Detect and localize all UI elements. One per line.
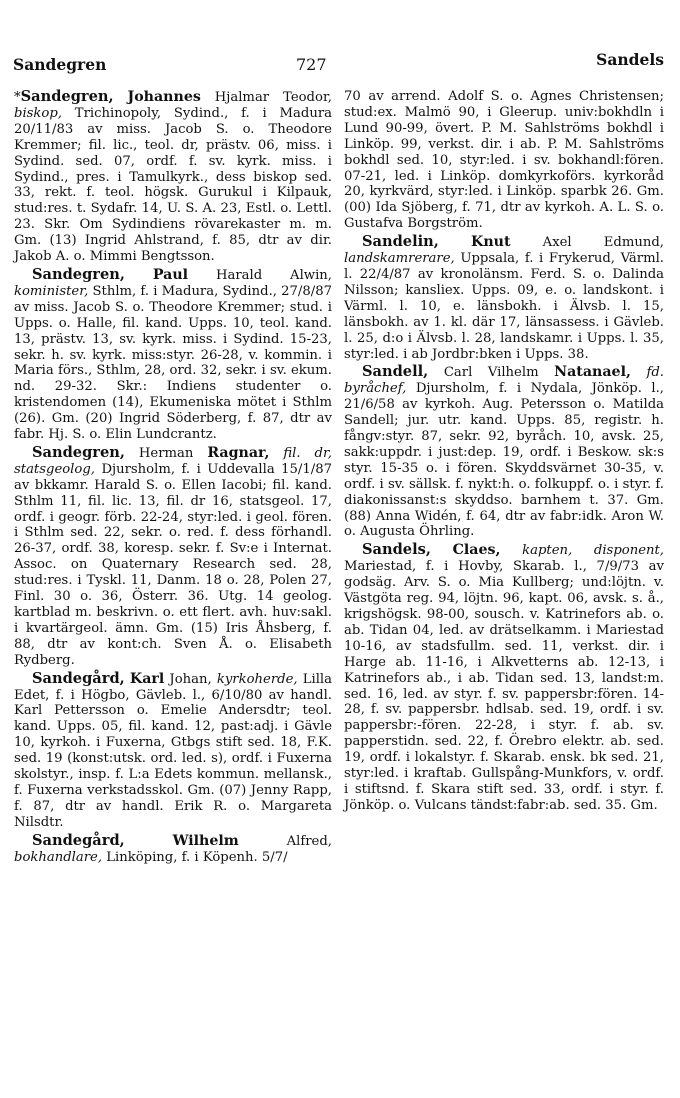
- running-head-left: Sandegren: [13, 55, 107, 74]
- entry-surname: Sandell,: [362, 363, 429, 381]
- entry-given-name: Natanael,: [554, 364, 631, 381]
- entry-body: Mariestad, f. i Hovby, Skarab. l., 7/9/73 av godsäg. Arv. S. o. Mia Kullberg; und:löjtn. v. Västgöta reg. 94, löjtn. 96, kapt. 06, avsk. s. å., krigshögsk. 98-00, sousch. v. Katrinefors ab. o. ab. Tidan 04, led. av drätselkamm. i Mariestad 10-16, av stadsfullm. sed. 11, verkst. dir. i Harge ab. 11-16, i Alkvetterns ab. 12-13, i Katrinefors ab., i ab. Tidan sed. 13, landst:m. sed. 16, led. av styr. f. sv. pappersbr:fören. 14-28, f. sv. pappersbr. hdlsab. sed. 19, ordf. i sv. pappersbr:-fören. 22-28, i styr. f. ab. sv. papperstidn. sed. 22, f. Örebro elektr. ab. sed. 19, ordf. i lokalstyr. f. Skarab. ensk. bk sed. 21, styr:led. i kraftab. Gullspång-Munkfors, v. ordf. i stiftsnd. f. Skara stift sed. 33, ordf. i styr. f. Jönköp. o. Vulcans tändst:fabr:ab. sed. 35. Gm.: [344, 559, 664, 813]
- entry-given-name: Ragnar,: [207, 444, 270, 461]
- entry-body: 70 av arrend. Adolf S. o. Agnes Christensen; stud:ex. Malmö 90, i Gleerup. univ:bokhdln i Lund 90-99, övert. P. M. Sahlströms bokhdl i Linköp. 99, verkst. dir. i ab. P. M. Sahlströms bokhdl sed. 10, styr:led. i sv. bokhandl:fören. 07-21, led. i Linköp. domkyrkoförs. kyrkoråd 20, kyrkvärd, styr:led. i Linköp. sparbk 26. Gm. (00) Ida Sjöberg, f. 71, dtr av kyrkoh. A. L. S. o. Gustafva Borgström.: [344, 89, 664, 232]
- entry-surname: Sandelin,: [362, 233, 439, 251]
- running-head-right: Sandels: [596, 50, 664, 69]
- entry-body: Djursholm, f. i Uddevalla 15/1/87 av bkkamr. Harald S. o. Ellen Iacobi; fil. kand. Sthlm 11, fil. lic. 13, fil. dr 16, statsgeol. 17, ordf. i geogr. förb. 22-24, styr:led. i geol. fören. i Sthlm sed. 22, sekr. o. red. f. dess förhandl. 26-37, ordf. 38, koresp. sekr. f. Sv:e i Internat. Assoc. on Quaternary Research sed. 28, stud:res. i Tyskl. 11, Danm. 18 o. 28, Polen 27, Finl. 30 o. 36, Österr. 36. Utg. 14 geolog. kartblad m. beskrivn. o. ett flert. avh. huv:sakl. i kvartärgeol. ämn. Gm. (15) Iris Åhsberg, f. 88, dtr av kont:ch. Sven Å. o. Elisabeth Rydberg.: [14, 461, 332, 668]
- entry-body: Trichinopoly, Sydind., f. i Madura 20/11/83 av miss. Jacob S. o. Theodore Kremmer; fil. lic., teol. dr, prästv. 06, miss. i Sydind. sed. 07, ordf. f. sv. kyrk. miss. i Sydind., pres. i Tamulkyrk., dess biskop sed. 33, rekt. f. teol. högsk. Gurukul i Kilpauk, stud:res. t. Sydafr. 14, U. S. A. 23, Estl. o. Lettl. 23. Skr. Om Sydindiens rövarekaster m. m. Gm. (13) Ingrid Ahlstrand, f. 85, dtr av dir. Jakob A. o. Mimmi Bengtsson.: [14, 105, 332, 265]
- entry-role: bokhandlare,: [14, 849, 103, 865]
- entry-given-name: Paul: [152, 266, 189, 283]
- entry-body: Djursholm, f. i Nydala, Jönköp. l., 21/6/58 av kyrkoh. Aug. Petersson o. Matilda Sandell; jur. utr. kand. Upps. 85, registr. h. fångv:styr. 87, sekr. 92, byråch. 10, avsk. 25, sakk:uppdr. i just:dep. 19, ordf. i Beskow. sk:s styr. 15-35 o. i fören. Skyddsvärnet 30-35, v. ordf. i sv. sällsk. f. nykt:h. o. folkuppf. o. i styr. f. diakonissanst:s skyddso. barnhem t. 37. Gm. (88) Anna Widén, f. 64, dtr av fabr:idk. Aron W. o. Augusta Öhrling.: [344, 381, 664, 540]
- entry-body: Linköping, f. i Köpenh. 5/7/: [102, 849, 288, 865]
- page-number: 727: [296, 55, 327, 74]
- entry-ragnar-sandegren: [14, 445, 332, 669]
- entry-given-name: Claes,: [452, 542, 501, 559]
- entry-given-pre: Herman: [124, 445, 208, 461]
- entry-body: Lilla Edet, f. i Högbo, Gävleb. l., 6/10/80 av handl. Karl Pettersson o. Emelie Andersdtr; teol. kand. Upps. 05, fil. kand. 12, past:adj. i Gävle 10, kyrkoh. i Fuxerna, Gtbgs stift sed. 18, F.K. sed. 19 (konst:utsk. ord. led. s), ordf. i Fuxerna skolstyr., insp. f. L:a Edets kommun. mellansk., f. Fuxerna verkstadsskol. Gm. (07) Jenny Rapp, f. 87, dtr av handl. Erik R. o. Margareta Nilsdtr.: [14, 671, 332, 830]
- entry-given-rest: Johan,: [164, 671, 212, 687]
- entry-wilhelm-sandegard: [14, 833, 332, 866]
- page-header: [0, 0, 680, 80]
- right-column: [344, 89, 664, 814]
- entry-given-rest: Harald Alwin,: [188, 267, 332, 283]
- entry-given-name: Karl: [129, 670, 165, 687]
- left-column: [14, 89, 332, 866]
- entry-surname: Sandegren,: [32, 265, 125, 283]
- entry-natanael-sandell: [344, 364, 664, 540]
- entry-marker: *: [14, 90, 21, 105]
- entry-paul-sandegren: [14, 267, 332, 443]
- entry-given-name: Knut: [471, 234, 511, 251]
- entry-surname: Sandegren,: [20, 88, 114, 105]
- entry-surname: Sandegren,: [32, 443, 125, 461]
- entry-role: kominister,: [14, 283, 89, 299]
- entry-body: Uppsala, f. i Frykerud, Värml. l. 22/4/87 av kronolänsm. Ferd. S. o. Dalinda Nilsson; kansliex. Upps. 09, e. o. landskont. i Värml. l. 10, e. länsbokh. i Älvsb. l. 15, länsbokh. av 1. kl. där 17, länsassess. i Gävleb. l. 25, d:o i Älvsb. l. 28, landskamr. i Upps. l. 35, styr:led. i ab Jordbr:bken i Upps. 38.: [344, 251, 664, 362]
- entry-body: Sthlm, f. i Madura, Sydind., 27/8/87 av miss. Jacob S. o. Theodore Kremmer; stud. i Upps. o. Halle, fil. kand. Upps. 10, teol. kand. 13, prästv. 13, sv. kyrk. miss. i Sydind. 15-23, sekr. h. sv. kyrk. miss:styr. 26-28, v. kommin. i Maria förs., Sthlm, 28, ord. 32, sekr. i sv. ekum. nd. 29-32. Skr.: Indiens studenter o. kristendomen (14), Ekumeniska mötet i Sthlm (26). Gm. (20) Ingrid Söderberg, f. 87, dtr av fabr. Hj. S. o. Elin Lundcrantz.: [14, 283, 332, 443]
- entry-role: fd. byråchef,: [344, 365, 664, 397]
- entry-karl-sandegard: [14, 671, 332, 831]
- entry-surname: Sandels,: [362, 541, 431, 559]
- entry-given-pre: Carl Vilhelm: [428, 365, 555, 381]
- entry-continuation: [344, 89, 664, 232]
- entry-given-name: Wilhelm: [172, 832, 239, 849]
- entry-role: kapten, disponent,: [522, 543, 664, 559]
- entry-given-rest: Alfred,: [238, 833, 332, 849]
- entry-surname: Sandegård,: [32, 669, 125, 687]
- entry-surname: Sandegård,: [32, 831, 125, 849]
- entry-role: biskop,: [14, 105, 62, 121]
- entry-role: landskamrerare,: [344, 251, 455, 267]
- entry-role: kyrkoherde,: [216, 671, 298, 687]
- entry-given-name: Johannes: [127, 89, 201, 105]
- entry-knut-sandelin: [344, 234, 664, 362]
- entry-claes-sandels: [344, 542, 664, 813]
- entry-given-rest: Axel Edmund,: [510, 235, 664, 251]
- entry-given-rest: Hjalmar Teodor,: [200, 90, 332, 105]
- entry-role: fil. dr, statsgeolog,: [14, 445, 332, 477]
- entry-johannes-sandegren: [14, 89, 332, 265]
